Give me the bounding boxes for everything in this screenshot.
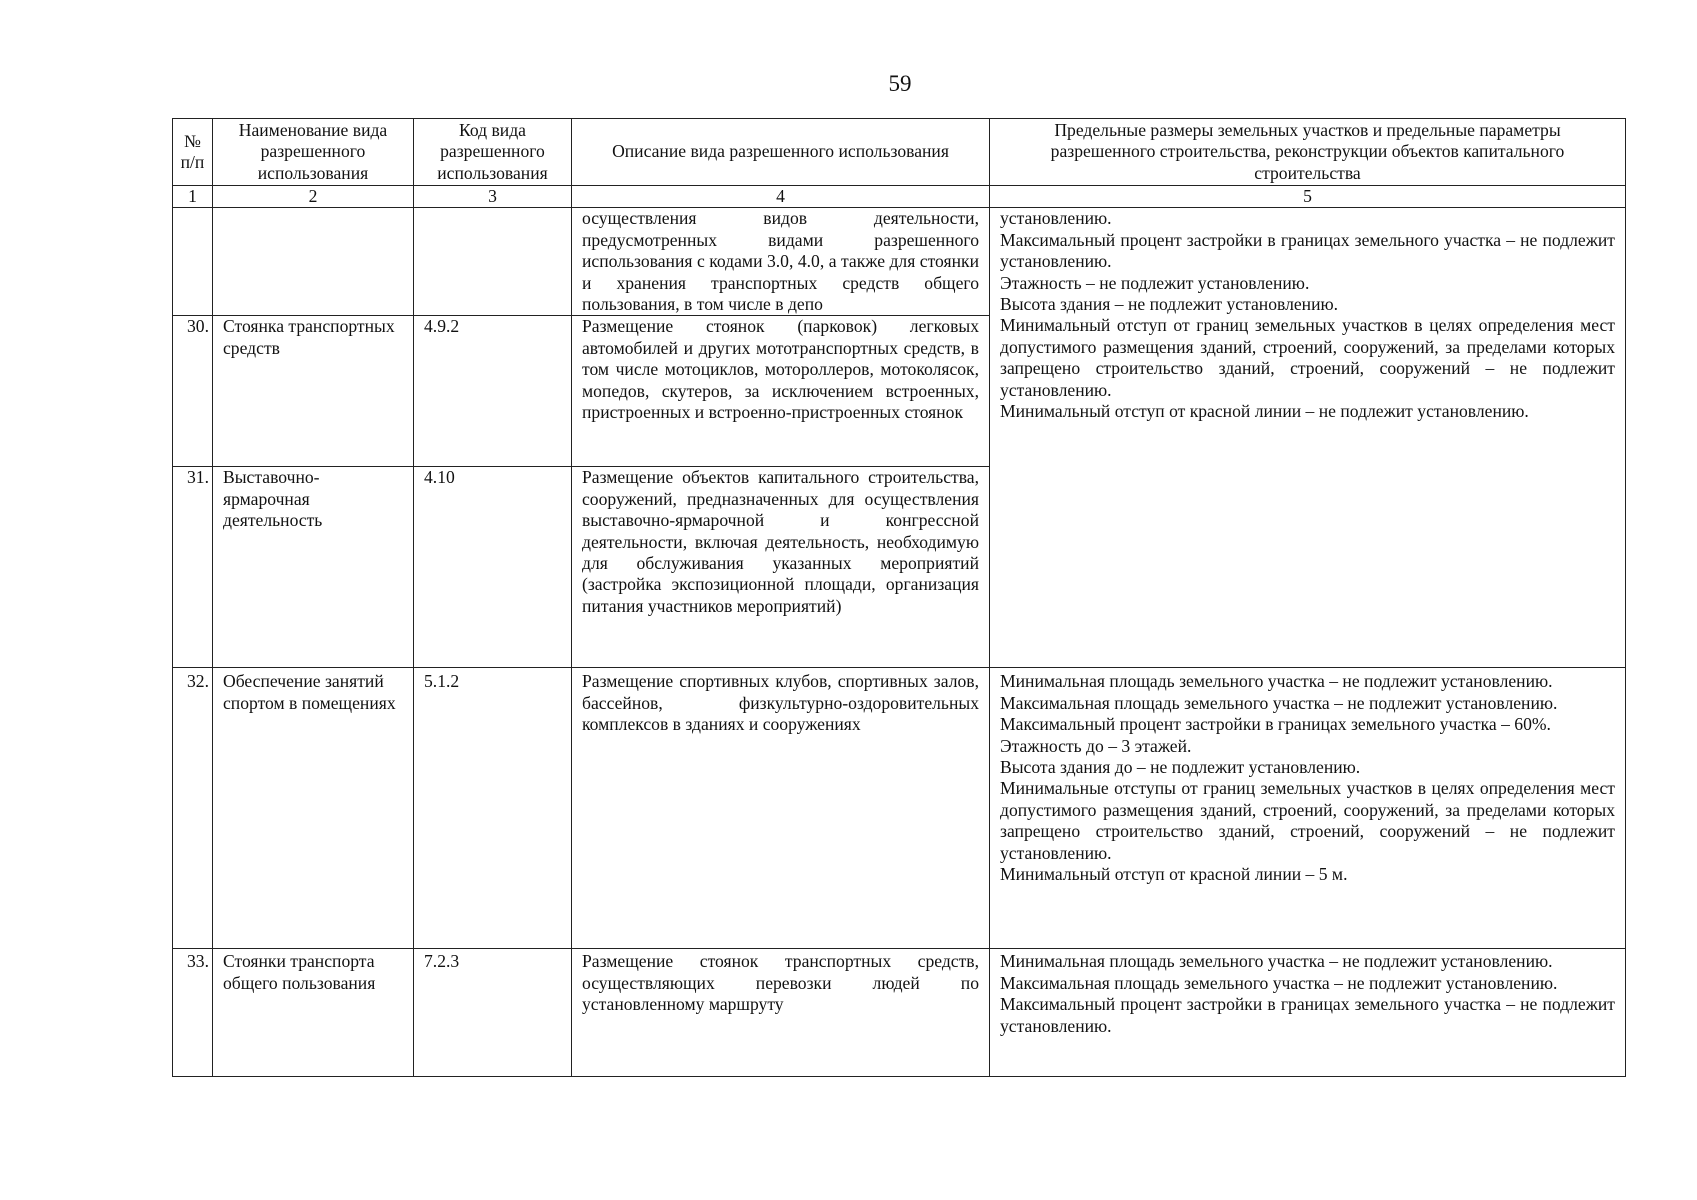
column-number: 2 (213, 186, 414, 208)
row-number: 30. (173, 316, 213, 467)
row-code: 7.2.3 (414, 949, 572, 1077)
row-description: Размещение спортивных клубов, спортивных залов, бассейнов, физкультурно-оздоровительных комплексов в зданиях и сооружениях (572, 668, 990, 949)
params-line: Минимальная площадь земельного участка – не подлежит установлению. (1000, 951, 1553, 972)
row-number: 33. (173, 949, 213, 1077)
row-code (414, 208, 572, 316)
column-numbers-row (173, 186, 1626, 208)
params-line: Минимальные отступы от границ земельных участков в целях определения мест допустимого размещения зданий, строений, сооружений, за пределами которых запрещено строительство зданий, строений, сооружений – не подлежит установлению. (1000, 778, 1615, 863)
row-name: Стоянка транспортных средств (213, 316, 414, 467)
row-name (213, 208, 414, 316)
column-number: 4 (572, 186, 990, 208)
row-code: 5.1.2 (414, 668, 572, 949)
table-row (173, 949, 1626, 1077)
params-line: Минимальный отступ от красной линии – 5 м. (1000, 864, 1348, 885)
params-line: Минимальный отступ от границ земельных участков в целях определения мест допустимого размещения зданий, строений, сооружений, за пределами которых запрещено строительство зданий, строений, сооружений – не подлежит установлению. (1000, 315, 1615, 400)
params-line: Этажность до – 3 этажей. (1000, 735, 1192, 756)
params-line: Высота здания до – не подлежит установлению. (1000, 757, 1361, 778)
params-line: Максимальная площадь земельного участка – не подлежит установлению. (1000, 692, 1558, 713)
row-params-shared (990, 208, 1626, 668)
row-description: Размещение стоянок транспортных средств, осуществляющих перевозки людей по установленному маршруту (572, 949, 990, 1077)
row-code: 4.10 (414, 467, 572, 668)
column-number: 1 (173, 186, 213, 208)
params-line: Высота здания – не подлежит установлению. (1000, 294, 1339, 315)
table-row (173, 668, 1626, 949)
row-name: Выставочно-ярмарочная деятельность (213, 467, 414, 668)
params-line: Максимальный процент застройки в границах земельного участка – не подлежит установлению. (1000, 229, 1615, 272)
params-line: Максимальная площадь земельного участка – не подлежит установлению. (1000, 972, 1558, 993)
column-number: 5 (990, 186, 1626, 208)
header-code: Код вида разрешенного использования (414, 119, 572, 186)
table-row (173, 208, 1626, 316)
header-params: Предельные размеры земельных участков и предельные параметры разрешенного строительства, реконструкции объектов капитального строительства (990, 119, 1626, 186)
row-number: 32. (173, 668, 213, 949)
column-number: 3 (414, 186, 572, 208)
row-name: Стоянки транспорта общего пользования (213, 949, 414, 1077)
row-params (990, 668, 1626, 949)
row-name: Обеспечение занятий спортом в помещениях (213, 668, 414, 949)
row-number (173, 208, 213, 316)
params-line: Максимальный процент застройки в границах земельного участка – 60%. (1000, 714, 1551, 735)
row-description: осуществления видов деятельности, предусмотренных видами разрешенного использования с кодами 3.0, 4.0, а также для стоянки и хранения транспортных средств общего пользования, в том числе в депо (572, 208, 990, 316)
row-code: 4.9.2 (414, 316, 572, 467)
page-number: 59 (888, 71, 912, 96)
row-description: Размещение объектов капитального строительства, сооружений, предназначенных для осуществления выставочно-ярмарочной и конгрессной деятельности, включая деятельность, необходимую для обслуживания указанных мероприятий (застройка экспозиционной площади, организация питания участников мероприятий) (572, 467, 990, 668)
row-number: 31. (173, 467, 213, 668)
land-use-table (172, 118, 1626, 1077)
header-name: Наименование вида разрешенного использования (213, 119, 414, 186)
row-params (990, 949, 1626, 1077)
params-line: Этажность – не подлежит установлению. (1000, 272, 1310, 293)
row-description: Размещение стоянок (парковок) легковых автомобилей и других мототранспортных средств, в том числе мотоциклов, мотороллеров, мотоколясок, мопедов, скутеров, за исключением встроенных, пристроенных и встроенно-пристроенных стоянок (572, 316, 990, 467)
header-num: № п/п (173, 119, 213, 186)
header-description: Описание вида разрешенного использования (572, 119, 990, 186)
params-line: установлению. (1000, 208, 1112, 229)
params-line: Минимальная площадь земельного участка – не подлежит установлению. (1000, 671, 1553, 692)
table-header-row (173, 119, 1626, 186)
params-line: Максимальный процент застройки в границах земельного участка – не подлежит установлению. (1000, 994, 1615, 1036)
params-line: Минимальный отступ от красной линии – не подлежит установлению. (1000, 401, 1529, 422)
